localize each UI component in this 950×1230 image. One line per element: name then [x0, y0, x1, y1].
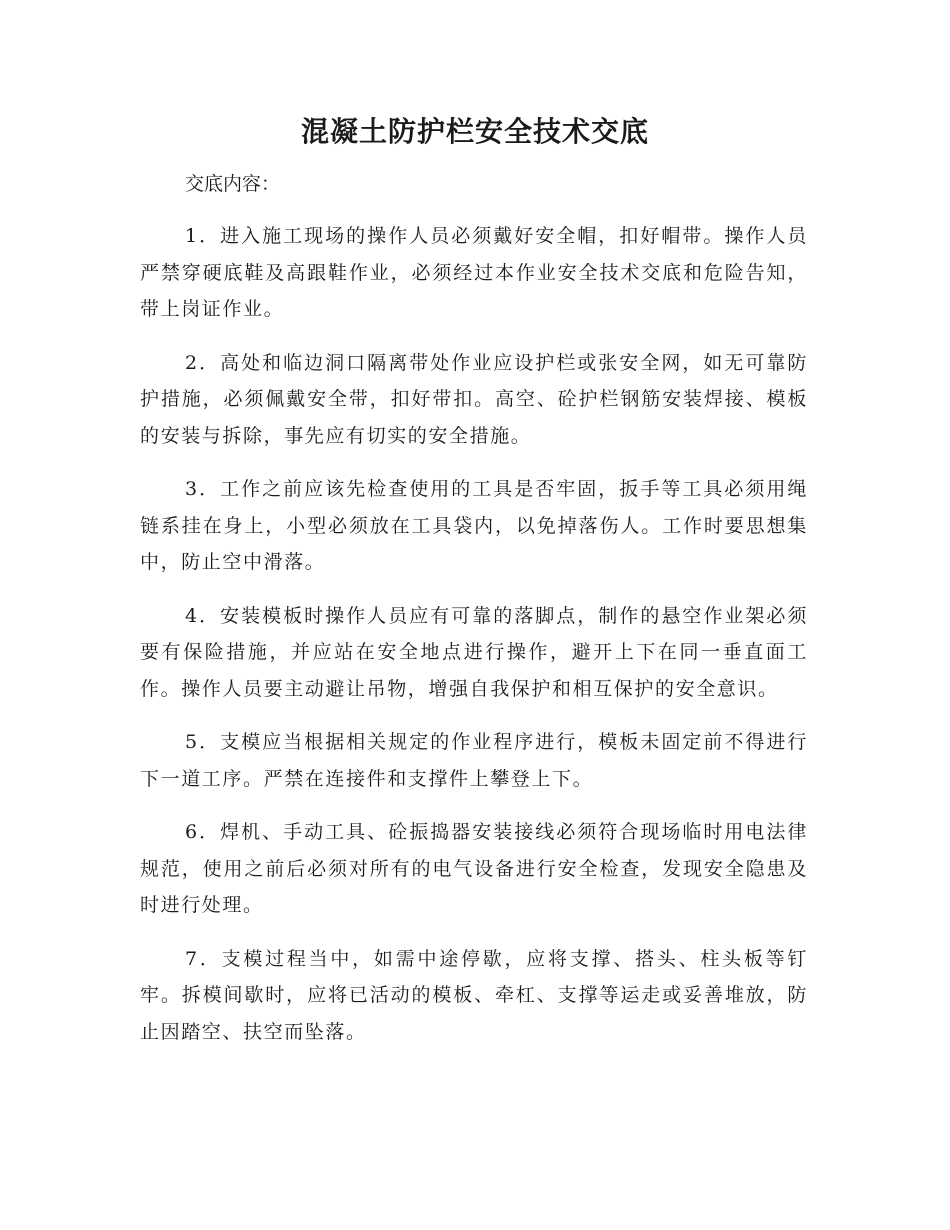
document-title: 混凝土防护栏安全技术交底 [300, 115, 649, 148]
paragraph-6: 6．焊机、手动工具、砼振捣器安装接线必须符合现场临时用电法律规范，使用之前后必须对所有的电气设备进行安全检查，发现安全隐患及时进行处理。 [140, 821, 808, 916]
paragraph-5: 5．支模应当根据相关规定的作业程序进行，模板未固定前不得进行下一道工序。严禁在连接件和支撑件上攀登上下。 [140, 731, 808, 790]
paragraph-3: 3．工作之前应该先检查使用的工具是否牢固，扳手等工具必须用绳链系挂在身上，小型必须放在工具袋内，以免掉落伤人。工作时要思想集中，防止空中滑落。 [140, 478, 808, 573]
paragraph-2: 2．高处和临边洞口隔离带处作业应设护栏或张安全网，如无可靠防护措施，必须佩戴安全带，扣好带扣。高空、砼护栏钢筋安装焊接、模板的安装与拆除，事先应有切实的安全措施。 [140, 351, 808, 447]
document-body [140, 166, 808, 1067]
intro-label: 交底内容： [185, 173, 281, 195]
paragraph-7: 7．支模过程当中，如需中途停歇，应将支撑、搭头、柱头板等钉牢。拆模间歇时，应将已活动的模板、牵杠、支撑等运走或妥善堆放，防止因踏空、扶空而坠落。 [140, 947, 808, 1043]
paragraph-4: 4．安装模板时操作人员应有可靠的落脚点，制作的悬空作业架必须要有保险措施，并应站在安全地点进行操作，避开上下在同一垂直面工作。操作人员要主动避让吊物，增强自我保护和相互保护的安全意识。 [140, 604, 808, 700]
paragraph-1: 1．进入施工现场的操作人员必须戴好安全帽，扣好帽带。操作人员严禁穿硬底鞋及高跟鞋作业，必须经过本作业安全技术交底和危险告知，带上岗证作业。 [140, 225, 808, 320]
